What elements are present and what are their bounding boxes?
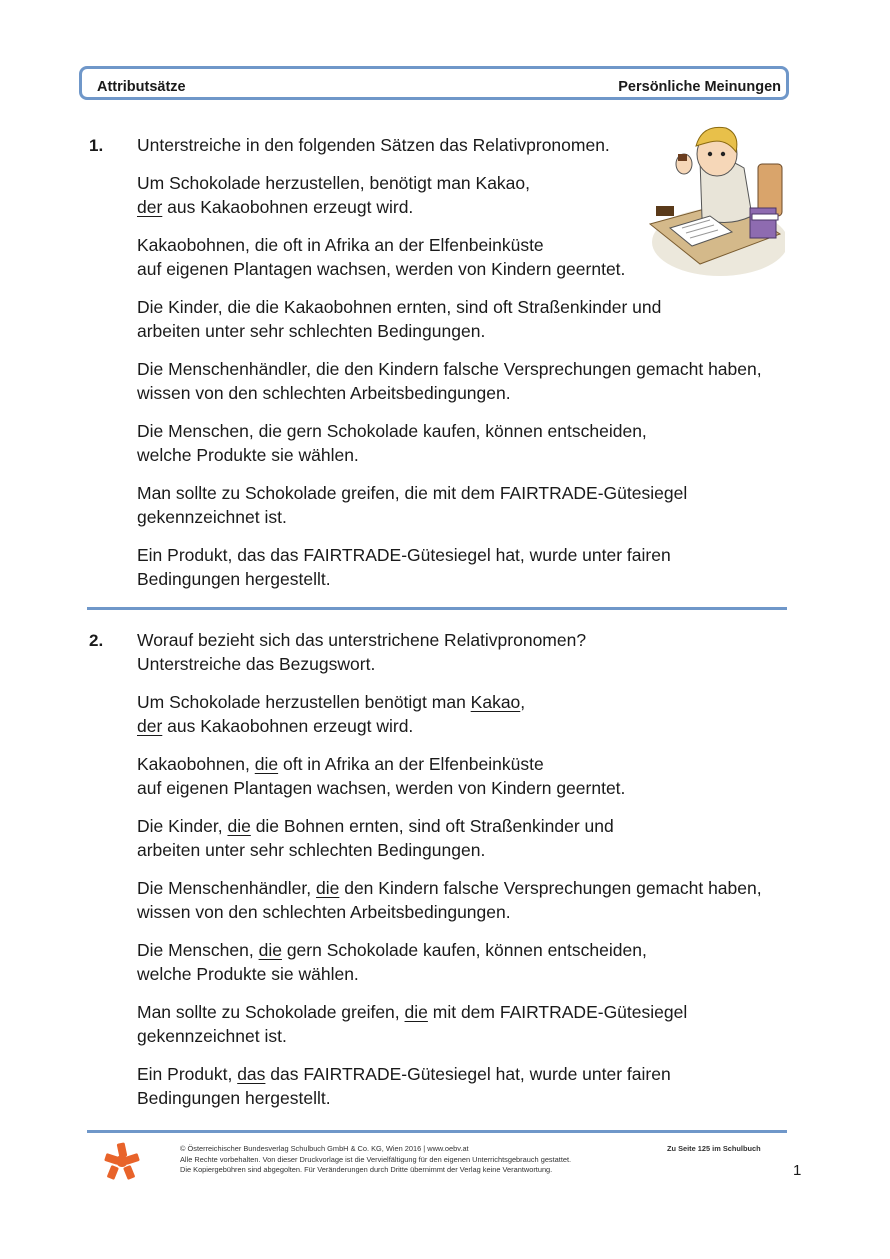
textbook-page-reference: Zu Seite 125 im Schulbuch — [667, 1144, 761, 1153]
chocolate-bar-icon — [656, 206, 674, 216]
task-2-instruction-2: Unterstreiche das Bezugswort. — [137, 654, 376, 674]
task-1-sentence: Kakaobohnen, die oft in Afrika an der Elfenbeinküste auf eigenen Plantagen wachsen, werden von Kindern geerntet. — [137, 235, 626, 279]
publisher-logo-icon — [103, 1141, 141, 1181]
worksheet-header — [79, 66, 789, 100]
task-2-number: 2. — [89, 631, 104, 650]
task-1-sentence: Um Schokolade herzustellen, benötigt man Kakao, der aus Kakaobohnen erzeugt wird. — [137, 173, 531, 217]
relative-pronoun-example: der — [137, 197, 163, 217]
task-1-instruction: Unterstreiche in den folgenden Sätzen das Relativpronomen. — [137, 135, 610, 155]
books-icon — [750, 208, 776, 238]
page-number: 1 — [793, 1162, 802, 1179]
task-1-sentence: Ein Produkt, das das FAIRTRADE-Gütesiegel hat, wurde unter fairen Bedingungen hergestellt. — [137, 545, 671, 589]
task-1-sentence: Die Menschen, die gern Schokolade kaufen, können entscheiden, welche Produkte sie wählen. — [137, 421, 647, 465]
underlined-word: der — [137, 716, 163, 736]
footer-divider — [87, 1130, 787, 1133]
section-divider — [87, 607, 787, 610]
underlined-word: das — [237, 1064, 266, 1084]
task-2-sentence: Kakaobohnen, die oft in Afrika an der Elfenbeinküste auf eigenen Plantagen wachsen, werden von Kindern geerntet. — [137, 754, 626, 798]
task-2-sentence: Die Menschenhändler, die den Kindern falsche Versprechungen gemacht haben, wissen von den schlechten Arbeitsbedingungen. — [137, 878, 762, 922]
task-1-sentence: Die Menschenhändler, die den Kindern falsche Versprechungen gemacht haben, wissen von den schlechten Arbeitsbedingungen. — [137, 359, 762, 403]
underlined-word: die — [316, 878, 340, 898]
underlined-word: die — [404, 1002, 428, 1022]
header-subtopic: Persönliche Meinungen — [618, 79, 781, 95]
underlined-word: die — [227, 816, 251, 836]
task-2-sentence: Man sollte zu Schokolade greifen, die mit dem FAIRTRADE-Gütesiegel gekennzeichnet ist. — [137, 1002, 688, 1046]
chocolate-icon — [678, 154, 687, 161]
task-1-sentence: Die Kinder, die die Kakaobohnen ernten, sind oft Straßenkinder und arbeiten unter sehr schlechten Bedingungen. — [137, 297, 662, 341]
task-1-number: 1. — [89, 136, 104, 155]
underlined-word: Kakao — [470, 692, 521, 712]
task-2-sentence: Die Menschen, die gern Schokolade kaufen, können entscheiden, welche Produkte sie wählen. — [137, 940, 647, 984]
header-topic: Attributsätze — [97, 79, 186, 95]
task-2-sentence: Um Schokolade herzustellen benötigt man Kakao, der aus Kakaobohnen erzeugt wird. — [137, 692, 526, 736]
task-2 — [137, 628, 797, 1124]
underlined-word: die — [254, 754, 279, 774]
underlined-word: die — [258, 940, 282, 960]
task-2-sentence: Die Kinder, die die Bohnen ernten, sind oft Straßenkinder und arbeiten unter sehr schlechten Bedingungen. — [137, 816, 614, 860]
task-2-sentence: Ein Produkt, das das FAIRTRADE-Gütesiegel hat, wurde unter fairen Bedingungen hergestellt. — [137, 1064, 671, 1108]
boy-eating-chocolate-illustration — [640, 124, 785, 284]
task-1-sentence: Man sollte zu Schokolade greifen, die mit dem FAIRTRADE-Gütesiegel gekennzeichnet ist. — [137, 483, 688, 527]
task-2-instruction: Worauf bezieht sich das unterstrichene Relativpronomen? — [137, 630, 587, 650]
copyright-notice: © Österreichischer Bundesverlag Schulbuch GmbH & Co. KG, Wien 2016 | www.oebv.at Alle Rechte vorbehalten. Von dieser Druckvorlage ist die Vervielfältigung für den eigenen Unterrichtsgebrauch gestattet. Die Kopiergebühren sind abgegolten. Für Veränderungen durch Dritte übernimmt der Verlag keine Verantwortung. — [180, 1144, 572, 1174]
